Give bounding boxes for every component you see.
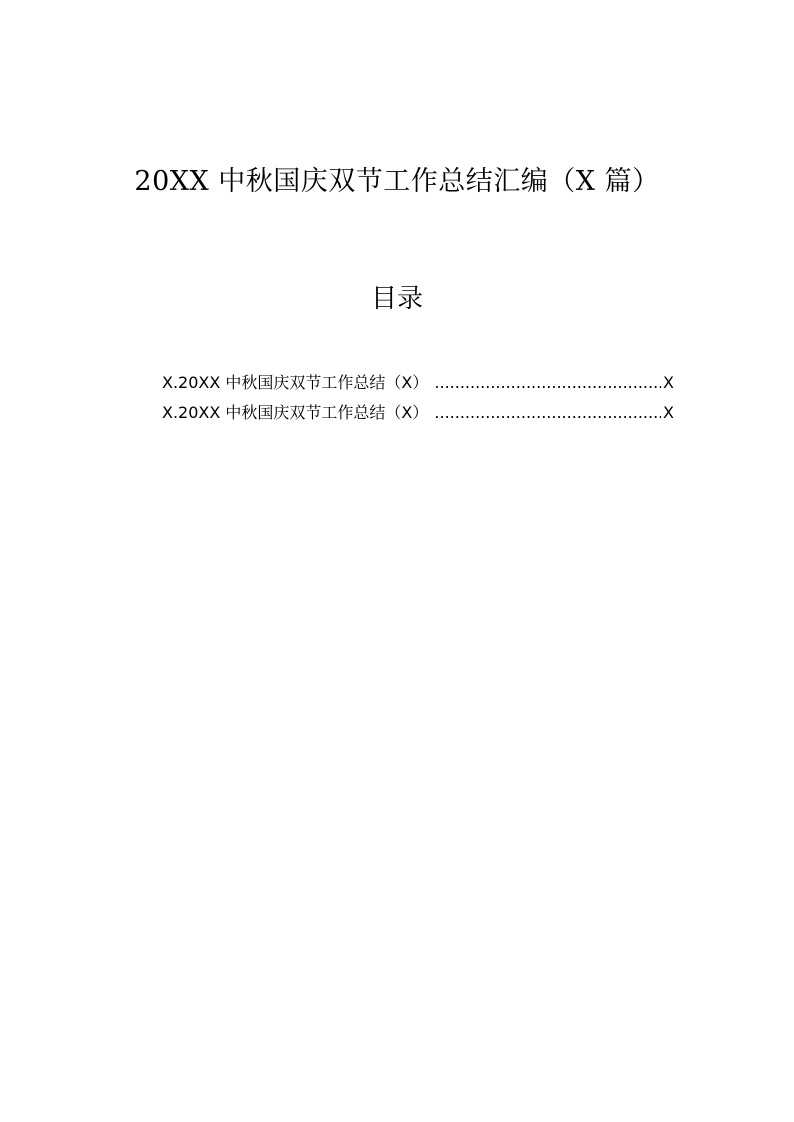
toc-heading: 目录: [370, 284, 423, 314]
toc-entry-title: X.20XX 中秋国庆双节工作总结（X）: [162, 373, 429, 392]
toc-dot-leader: [434, 398, 661, 428]
toc-entry-2[interactable]: [162, 398, 674, 428]
toc-entry-page-number: X: [663, 373, 674, 392]
toc-dot-leader: [434, 368, 661, 398]
toc-entry-title: X.20XX 中秋国庆双节工作总结（X）: [162, 403, 429, 422]
table-of-contents: [162, 368, 674, 428]
document-title: 20XX 中秋国庆双节工作总结汇编（X 篇）: [134, 166, 660, 197]
toc-entry-page-number: X: [663, 403, 674, 422]
toc-entry-1[interactable]: [162, 368, 674, 398]
